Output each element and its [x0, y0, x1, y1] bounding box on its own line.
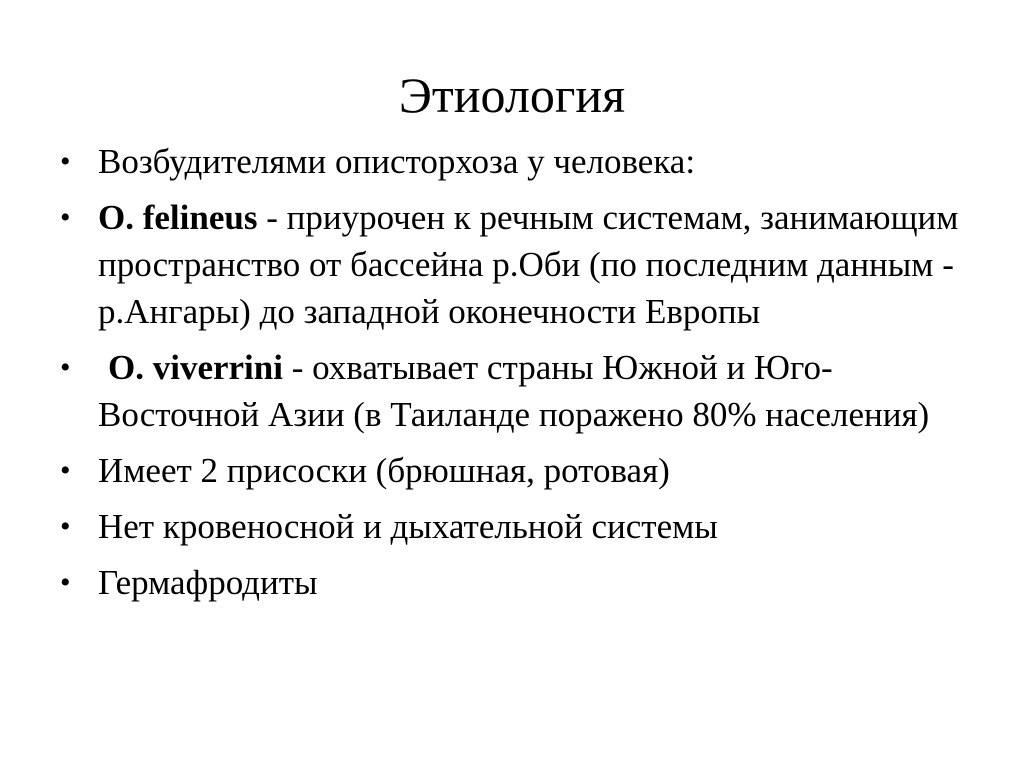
bullet-icon: •: [60, 566, 71, 599]
bullet-text: Имеет 2 присоски (брюшная, ротовая): [98, 451, 670, 490]
bullet-item-systems: [60, 503, 960, 550]
bullet-text: Нет кровеносной и дыхательной системы: [98, 507, 718, 546]
bullet-text: [98, 198, 958, 331]
bullet-text: Гермафродиты: [98, 563, 318, 602]
bullet-icon: •: [60, 201, 71, 234]
bullet-icon: •: [60, 454, 71, 487]
bullet-item-hermaphrodites: [60, 559, 960, 606]
species-description: - охватывает страны Южной и Юго-Восточной Азии (в Таиланде поражено 80% населения): [98, 348, 930, 434]
bullet-item-suckers: [60, 447, 960, 494]
bullet-item-felineus: [60, 194, 960, 335]
bullet-icon: •: [60, 510, 71, 543]
species-name: O. viverrini: [108, 348, 283, 387]
slide-title: Этиология: [398, 67, 626, 123]
species-description: - приурочен к речным системам, занимающим пространство от бассейна р.Оби (по последним данным - р.Ангары) до западной оконечности Европы: [98, 198, 959, 331]
bullet-text: [98, 348, 929, 434]
bullet-icon: •: [60, 145, 71, 178]
bullet-item-viverrini: [60, 344, 960, 438]
bullet-list: [60, 138, 960, 615]
species-name: O. felineus: [98, 198, 258, 237]
bullet-icon: •: [60, 351, 71, 384]
bullet-item-pathogens: [60, 138, 960, 185]
bullet-text: Возбудителями описторхоза у человека:: [98, 142, 696, 181]
